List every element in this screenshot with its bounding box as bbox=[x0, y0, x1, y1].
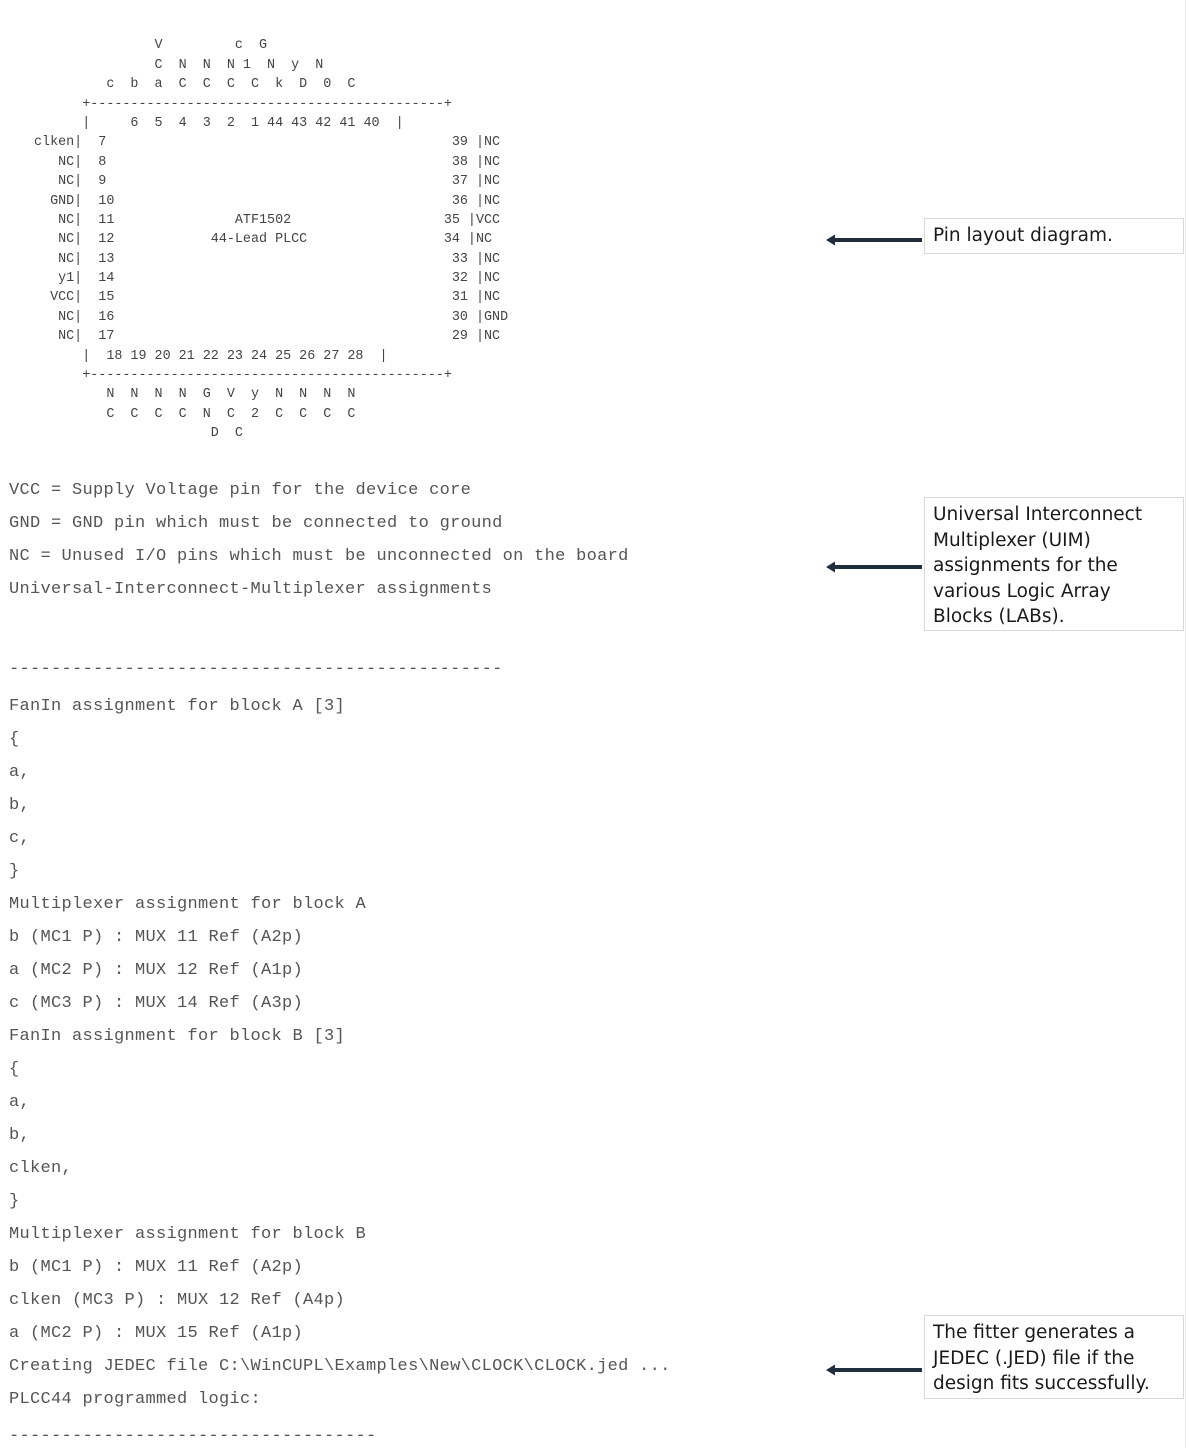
log-line: ----------------------------------- bbox=[9, 1427, 377, 1446]
log-line: } bbox=[9, 1192, 20, 1211]
log-line: clken, bbox=[9, 1159, 73, 1178]
log-line: FanIn assignment for block B [3] bbox=[9, 1027, 346, 1046]
log-line: NC = Unused I/O pins which must be unconnected on the board bbox=[9, 547, 629, 566]
log-line: VCC = Supply Voltage pin for the device core bbox=[9, 481, 472, 500]
log-line: b (MC1 P) : MUX 11 Ref (A2p) bbox=[9, 928, 304, 947]
log-line: b, bbox=[9, 796, 31, 815]
log-line: c, bbox=[9, 829, 31, 848]
log-line: b (MC1 P) : MUX 11 Ref (A2p) bbox=[9, 1258, 304, 1277]
callout-uim: Universal Interconnect Multiplexer (UIM) assignments for the various Logic Array Blocks (LABs). bbox=[924, 497, 1184, 631]
log-line: { bbox=[9, 1060, 20, 1079]
log-line: FanIn assignment for block A [3] bbox=[9, 697, 346, 716]
callout-jedec: The fitter generates a JEDEC (.JED) file if the design fits successfully. bbox=[924, 1315, 1184, 1399]
log-line: PLCC44 programmed logic: bbox=[9, 1390, 262, 1409]
log-line: a (MC2 P) : MUX 12 Ref (A1p) bbox=[9, 961, 304, 980]
log-line: clken (MC3 P) : MUX 12 Ref (A4p) bbox=[9, 1291, 346, 1310]
log-line: } bbox=[9, 862, 20, 881]
log-line: Multiplexer assignment for block A bbox=[9, 895, 367, 914]
log-line: GND = GND pin which must be connected to ground bbox=[9, 514, 503, 533]
log-line: a (MC2 P) : MUX 15 Ref (A1p) bbox=[9, 1324, 304, 1343]
log-line: c (MC3 P) : MUX 14 Ref (A3p) bbox=[9, 994, 304, 1013]
arrow-left-icon bbox=[826, 561, 922, 573]
arrow-left-icon bbox=[826, 234, 922, 246]
callout-pin-layout: Pin layout diagram. bbox=[924, 218, 1184, 254]
log-line: a, bbox=[9, 1093, 31, 1112]
log-line: a, bbox=[9, 763, 31, 782]
arrow-left-icon bbox=[826, 1364, 922, 1376]
log-line: Universal-Interconnect-Multiplexer assignments bbox=[9, 580, 493, 599]
pin-layout-diagram: V c G C N N N 1 N y N c b a C C C C k D 0 C +--------------------------------------------+ | 6 5 4 3 2 1 44 43 42 41 40 | clken| 7 39 |NC NC| 8 38 |NC NC| 9 37 |NC GND| 10 36 |NC NC| 11 ATF1502 35 |VCC NC| 12 44-Lead PLCC 34 |NC NC| 13 33 |NC y1| 14 32 |NC VCC| 15 31 |NC NC| 16 30 |GND NC| 17 29 |NC | 18 19 20 21 22 23 24 25 26 27 28 | +--------------------------------------------+ N N N N G V y N N N N C C C C N C 2 C C C C D C bbox=[34, 38, 509, 442]
log-line: Creating JEDEC file C:\WinCUPL\Examples\New\CLOCK\CLOCK.jed ... bbox=[9, 1357, 671, 1376]
log-line: b, bbox=[9, 1126, 31, 1145]
log-line: ----------------------------------------------- bbox=[9, 660, 503, 679]
log-line: { bbox=[9, 730, 20, 749]
page-right-border bbox=[1185, 0, 1186, 1448]
log-line: Multiplexer assignment for block B bbox=[9, 1225, 367, 1244]
